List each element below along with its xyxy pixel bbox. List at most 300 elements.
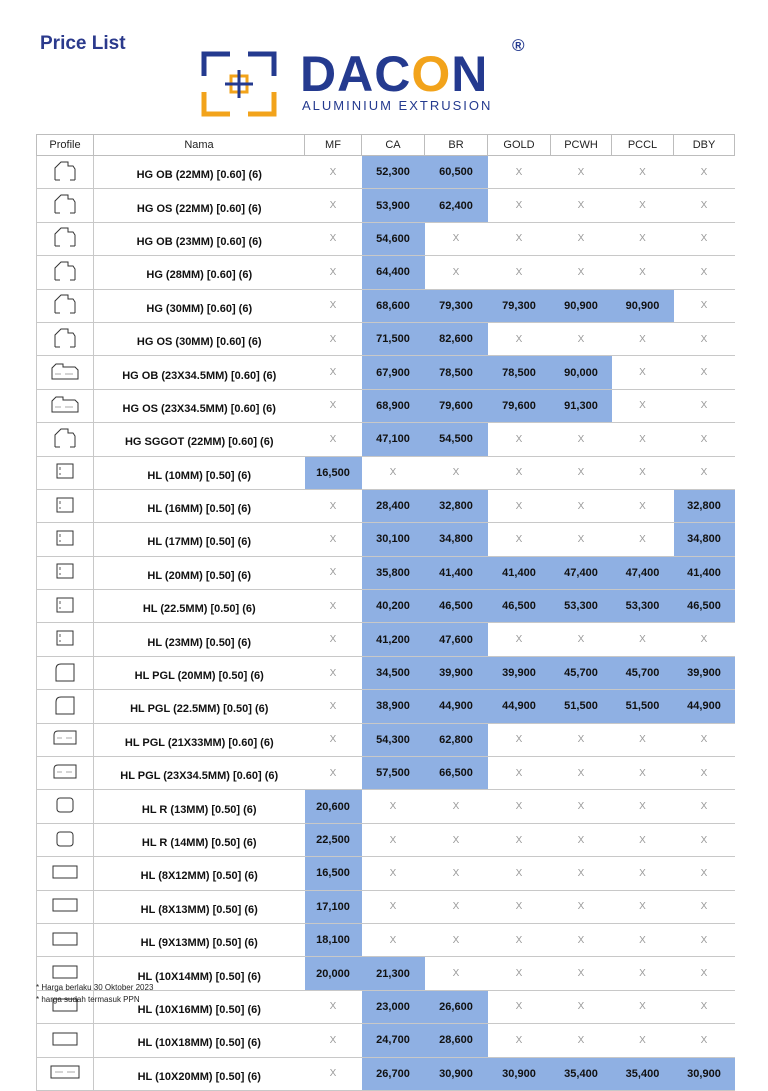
price-br: 44,900: [425, 690, 488, 723]
price-mf: 17,100: [305, 890, 362, 923]
table-row: [37, 656, 735, 689]
price-gold: X: [488, 923, 551, 956]
price-pcwh: X: [551, 890, 612, 923]
price-dby: X: [674, 757, 735, 790]
profile-cell: [37, 923, 94, 956]
profile-cell: [37, 790, 94, 823]
profile-cell: [37, 757, 94, 790]
price-pcwh: 35,400: [551, 1057, 612, 1090]
price-pccl: X: [612, 389, 674, 422]
hg-profile-icon: [53, 305, 77, 317]
price-ca: 53,900: [362, 189, 425, 222]
dacon-logo-icon: [200, 50, 278, 118]
profile-cell: [37, 723, 94, 756]
table-row: [37, 590, 735, 623]
price-gold: X: [488, 857, 551, 890]
price-mf: X: [305, 656, 362, 689]
price-dby: X: [674, 890, 735, 923]
table-row: [37, 389, 735, 422]
table-row: [37, 990, 735, 1023]
price-ca: 52,300: [362, 156, 425, 189]
product-name: HL (10X16MM) [0.50] (6): [94, 990, 305, 1023]
product-name: HL PGL (22.5MM) [0.50] (6): [94, 690, 305, 723]
product-name: HL (10X14MM) [0.50] (6): [94, 957, 305, 990]
price-br: X: [425, 790, 488, 823]
price-br: X: [425, 256, 488, 289]
profile-cell: [37, 322, 94, 355]
price-br: X: [425, 823, 488, 856]
price-gold: X: [488, 423, 551, 456]
hl-profile-icon: [54, 538, 76, 550]
price-pccl: 51,500: [612, 690, 674, 723]
price-pcwh: X: [551, 757, 612, 790]
table-row: [37, 322, 735, 355]
hg-profile-icon: [53, 172, 77, 184]
hl-pgl-wide-profile-icon: [52, 738, 78, 750]
price-ca: X: [362, 857, 425, 890]
price-br: 82,600: [425, 322, 488, 355]
price-mf: X: [305, 389, 362, 422]
price-mf: X: [305, 590, 362, 623]
table-row: [37, 256, 735, 289]
price-br: 79,300: [425, 289, 488, 322]
price-ca: 41,200: [362, 623, 425, 656]
brand-subtitle: ALUMINIUM EXTRUSION: [302, 98, 493, 113]
price-pccl: X: [612, 890, 674, 923]
price-pccl: 90,900: [612, 289, 674, 322]
profile-cell: [37, 1057, 94, 1090]
price-pccl: X: [612, 423, 674, 456]
price-pccl: X: [612, 623, 674, 656]
price-ca: 23,000: [362, 990, 425, 1023]
table-row: [37, 623, 735, 656]
product-name: HL PGL (23X34.5MM) [0.60] (6): [94, 757, 305, 790]
price-br: X: [425, 456, 488, 489]
price-pccl: X: [612, 823, 674, 856]
price-br: 60,500: [425, 156, 488, 189]
profile-cell: [37, 389, 94, 422]
price-pccl: X: [612, 923, 674, 956]
price-gold: 44,900: [488, 690, 551, 723]
price-mf: X: [305, 256, 362, 289]
price-gold: 78,500: [488, 356, 551, 389]
price-pcwh: X: [551, 823, 612, 856]
price-ca: 67,900: [362, 356, 425, 389]
hl-rect-profile-icon: [51, 971, 79, 983]
price-gold: X: [488, 957, 551, 990]
table-row: [37, 423, 735, 456]
profile-cell: [37, 256, 94, 289]
price-br: 32,800: [425, 489, 488, 522]
price-ca: 21,300: [362, 957, 425, 990]
price-br: X: [425, 957, 488, 990]
price-mf: X: [305, 156, 362, 189]
price-gold: X: [488, 489, 551, 522]
hl-rect-profile-icon: [51, 1004, 79, 1016]
price-pccl: X: [612, 790, 674, 823]
price-br: 78,500: [425, 356, 488, 389]
price-gold: 39,900: [488, 656, 551, 689]
price-br: 39,900: [425, 656, 488, 689]
price-gold: 79,300: [488, 289, 551, 322]
profile-cell: [37, 523, 94, 556]
price-mf: X: [305, 523, 362, 556]
product-name: HG SGGOT (22MM) [0.60] (6): [94, 423, 305, 456]
product-name: HL (23MM) [0.50] (6): [94, 623, 305, 656]
table-row: [37, 456, 735, 489]
table-row: [37, 156, 735, 189]
price-pccl: X: [612, 156, 674, 189]
price-br: 62,800: [425, 723, 488, 756]
table-row: [37, 222, 735, 255]
hl-rect-profile-icon: [51, 871, 79, 883]
profile-cell: [37, 1024, 94, 1057]
price-br: 79,600: [425, 389, 488, 422]
footnote-tax: * harga sudah termasuk PPN: [36, 995, 140, 1004]
profile-cell: [37, 857, 94, 890]
price-ca: 54,600: [362, 222, 425, 255]
price-br: 30,900: [425, 1057, 488, 1090]
profile-cell: [37, 690, 94, 723]
price-mf: X: [305, 1024, 362, 1057]
price-mf: X: [305, 757, 362, 790]
hl-rect-profile-icon: [51, 938, 79, 950]
price-dby: 32,800: [674, 489, 735, 522]
price-dby: 44,900: [674, 690, 735, 723]
price-br: 66,500: [425, 757, 488, 790]
price-dby: X: [674, 723, 735, 756]
price-mf: 16,500: [305, 456, 362, 489]
price-pccl: X: [612, 757, 674, 790]
price-pcwh: X: [551, 923, 612, 956]
price-pcwh: X: [551, 723, 612, 756]
hl-profile-icon: [54, 605, 76, 617]
table-row: [37, 356, 735, 389]
price-pcwh: X: [551, 456, 612, 489]
table-row: [37, 1057, 735, 1090]
price-ca: 38,900: [362, 690, 425, 723]
price-ca: X: [362, 890, 425, 923]
price-dby: X: [674, 256, 735, 289]
price-ca: 71,500: [362, 322, 425, 355]
hl-rect-profile-icon: [51, 1038, 79, 1050]
price-dby: X: [674, 156, 735, 189]
price-pcwh: X: [551, 1024, 612, 1057]
hg-profile-icon: [53, 339, 77, 351]
price-mf: X: [305, 990, 362, 1023]
product-name: HL R (14MM) [0.50] (6): [94, 823, 305, 856]
price-pcwh: X: [551, 489, 612, 522]
price-mf: X: [305, 356, 362, 389]
hg-wide-profile-icon: [51, 404, 79, 416]
price-pcwh: X: [551, 322, 612, 355]
profile-cell: [37, 456, 94, 489]
footnote-date: * Harga berlaku 30 Oktober 2023: [36, 983, 154, 992]
hl-rect-wide-profile-icon: [49, 1071, 81, 1083]
product-name: HL (10MM) [0.50] (6): [94, 456, 305, 489]
price-pccl: 47,400: [612, 556, 674, 589]
price-br: 62,400: [425, 189, 488, 222]
price-pcwh: 53,300: [551, 590, 612, 623]
price-mf: X: [305, 189, 362, 222]
price-pccl: X: [612, 456, 674, 489]
col-pccl: PCCL: [612, 135, 674, 156]
product-name: HG OS (23X34.5MM) [0.60] (6): [94, 389, 305, 422]
price-gold: X: [488, 322, 551, 355]
table-row: [37, 556, 735, 589]
product-name: HL (8X12MM) [0.50] (6): [94, 857, 305, 890]
product-name: HL (22.5MM) [0.50] (6): [94, 590, 305, 623]
price-dby: X: [674, 356, 735, 389]
price-gold: X: [488, 456, 551, 489]
table-row: [37, 723, 735, 756]
price-dby: X: [674, 289, 735, 322]
price-mf: X: [305, 723, 362, 756]
price-pccl: X: [612, 222, 674, 255]
price-pcwh: X: [551, 222, 612, 255]
price-mf: X: [305, 556, 362, 589]
price-gold: X: [488, 156, 551, 189]
price-pccl: X: [612, 523, 674, 556]
product-name: HL (17MM) [0.50] (6): [94, 523, 305, 556]
price-dby: X: [674, 923, 735, 956]
price-pccl: X: [612, 857, 674, 890]
table-row: [37, 757, 735, 790]
price-mf: 22,500: [305, 823, 362, 856]
profile-cell: [37, 423, 94, 456]
product-name: HL (10X18MM) [0.50] (6): [94, 1024, 305, 1057]
price-pccl: 45,700: [612, 656, 674, 689]
price-gold: 79,600: [488, 389, 551, 422]
price-dby: X: [674, 222, 735, 255]
price-dby: X: [674, 957, 735, 990]
table-row: [37, 690, 735, 723]
price-table: [36, 134, 735, 1091]
table-row: [37, 523, 735, 556]
profile-cell: [37, 823, 94, 856]
price-pcwh: X: [551, 523, 612, 556]
price-dby: X: [674, 790, 735, 823]
price-pccl: X: [612, 957, 674, 990]
price-pcwh: X: [551, 790, 612, 823]
col-gold: GOLD: [488, 135, 551, 156]
price-pcwh: 51,500: [551, 690, 612, 723]
price-br: 26,600: [425, 990, 488, 1023]
product-name: HG OS (30MM) [0.60] (6): [94, 322, 305, 355]
price-ca: X: [362, 923, 425, 956]
profile-cell: [37, 156, 94, 189]
price-br: 46,500: [425, 590, 488, 623]
price-pcwh: X: [551, 857, 612, 890]
brand-name: DACON: [300, 46, 489, 102]
price-pccl: X: [612, 990, 674, 1023]
price-ca: 64,400: [362, 256, 425, 289]
product-name: HG (30MM) [0.60] (6): [94, 289, 305, 322]
price-mf: X: [305, 1057, 362, 1090]
price-pcwh: 90,000: [551, 356, 612, 389]
price-br: 41,400: [425, 556, 488, 589]
col-br: BR: [425, 135, 488, 156]
price-dby: 39,900: [674, 656, 735, 689]
col-ca: CA: [362, 135, 425, 156]
price-br: 34,800: [425, 523, 488, 556]
price-ca: X: [362, 456, 425, 489]
price-gold: 46,500: [488, 590, 551, 623]
hg-profile-icon: [53, 439, 77, 451]
price-br: 47,600: [425, 623, 488, 656]
profile-cell: [37, 356, 94, 389]
price-dby: 41,400: [674, 556, 735, 589]
profile-cell: [37, 556, 94, 589]
price-br: 28,600: [425, 1024, 488, 1057]
profile-cell: [37, 222, 94, 255]
registered-mark: ®: [512, 36, 525, 55]
price-dby: X: [674, 456, 735, 489]
product-name: HG OB (22MM) [0.60] (6): [94, 156, 305, 189]
hl-r-profile-icon: [54, 839, 76, 851]
price-mf: X: [305, 690, 362, 723]
price-mf: X: [305, 222, 362, 255]
product-name: HG OB (23X34.5MM) [0.60] (6): [94, 356, 305, 389]
product-name: HL (9X13MM) [0.50] (6): [94, 923, 305, 956]
price-gold: X: [488, 890, 551, 923]
price-gold: X: [488, 790, 551, 823]
price-pcwh: 91,300: [551, 389, 612, 422]
price-dby: X: [674, 623, 735, 656]
price-pcwh: X: [551, 623, 612, 656]
price-gold: X: [488, 222, 551, 255]
price-dby: X: [674, 990, 735, 1023]
price-gold: X: [488, 723, 551, 756]
price-pccl: X: [612, 356, 674, 389]
price-dby: X: [674, 189, 735, 222]
product-name: HL PGL (20MM) [0.50] (6): [94, 656, 305, 689]
table-row: [37, 790, 735, 823]
price-ca: 57,500: [362, 757, 425, 790]
hl-r-profile-icon: [54, 805, 76, 817]
price-dby: 34,800: [674, 523, 735, 556]
col-dby: DBY: [674, 135, 735, 156]
page-title: Price List: [40, 33, 126, 54]
price-gold: X: [488, 757, 551, 790]
col-mf: MF: [305, 135, 362, 156]
price-gold: X: [488, 823, 551, 856]
col-profile: Profile: [37, 135, 94, 156]
hl-profile-icon: [54, 571, 76, 583]
table-row: [37, 823, 735, 856]
hl-pgl-profile-icon: [53, 706, 77, 718]
price-mf: X: [305, 322, 362, 355]
price-pccl: 35,400: [612, 1057, 674, 1090]
price-gold: X: [488, 523, 551, 556]
price-mf: X: [305, 423, 362, 456]
price-ca: 28,400: [362, 489, 425, 522]
table-row: [37, 1024, 735, 1057]
hl-profile-icon: [54, 505, 76, 517]
profile-cell: [37, 890, 94, 923]
price-ca: 26,700: [362, 1057, 425, 1090]
price-pccl: X: [612, 322, 674, 355]
col-nama: Nama: [94, 135, 305, 156]
profile-cell: [37, 590, 94, 623]
price-mf: X: [305, 623, 362, 656]
price-pcwh: 47,400: [551, 556, 612, 589]
product-name: HL R (13MM) [0.50] (6): [94, 790, 305, 823]
price-mf: X: [305, 289, 362, 322]
price-pcwh: X: [551, 990, 612, 1023]
price-br: X: [425, 890, 488, 923]
product-name: HL (10X20MM) [0.50] (6): [94, 1057, 305, 1090]
price-pcwh: X: [551, 189, 612, 222]
price-dby: X: [674, 423, 735, 456]
profile-cell: [37, 489, 94, 522]
price-gold: X: [488, 1024, 551, 1057]
price-dby: 30,900: [674, 1057, 735, 1090]
price-ca: 35,800: [362, 556, 425, 589]
profile-cell: [37, 656, 94, 689]
price-ca: 68,600: [362, 289, 425, 322]
price-pccl: X: [612, 1024, 674, 1057]
price-ca: X: [362, 823, 425, 856]
price-dby: X: [674, 823, 735, 856]
product-name: HL (16MM) [0.50] (6): [94, 489, 305, 522]
price-pcwh: X: [551, 957, 612, 990]
price-ca: 40,200: [362, 590, 425, 623]
price-gold: X: [488, 623, 551, 656]
table-row: [37, 189, 735, 222]
price-pccl: X: [612, 256, 674, 289]
profile-cell: [37, 289, 94, 322]
price-gold: X: [488, 189, 551, 222]
price-gold: X: [488, 256, 551, 289]
price-br: X: [425, 222, 488, 255]
price-pccl: X: [612, 489, 674, 522]
price-gold: X: [488, 990, 551, 1023]
price-ca: 47,100: [362, 423, 425, 456]
profile-cell: [37, 623, 94, 656]
table-row: [37, 857, 735, 890]
price-mf: 20,000: [305, 957, 362, 990]
price-ca: 68,900: [362, 389, 425, 422]
price-gold: 30,900: [488, 1057, 551, 1090]
price-pccl: X: [612, 189, 674, 222]
col-pcwh: PCWH: [551, 135, 612, 156]
price-mf: 18,100: [305, 923, 362, 956]
hl-pgl-wide-profile-icon: [52, 772, 78, 784]
table-row: [37, 489, 735, 522]
price-br: X: [425, 857, 488, 890]
price-dby: X: [674, 1024, 735, 1057]
product-name: HL PGL (21X33MM) [0.60] (6): [94, 723, 305, 756]
price-pcwh: 90,900: [551, 289, 612, 322]
price-ca: 54,300: [362, 723, 425, 756]
price-pcwh: X: [551, 156, 612, 189]
product-name: HG OS (22MM) [0.60] (6): [94, 189, 305, 222]
price-gold: 41,400: [488, 556, 551, 589]
hl-pgl-profile-icon: [53, 673, 77, 685]
price-pcwh: X: [551, 256, 612, 289]
profile-cell: [37, 189, 94, 222]
price-mf: 16,500: [305, 857, 362, 890]
product-name: HG (28MM) [0.60] (6): [94, 256, 305, 289]
hl-profile-icon: [54, 471, 76, 483]
product-name: HG OB (23MM) [0.60] (6): [94, 222, 305, 255]
hg-wide-profile-icon: [51, 371, 79, 383]
table-row: [37, 923, 735, 956]
price-br: X: [425, 923, 488, 956]
price-pccl: 53,300: [612, 590, 674, 623]
hl-rect-profile-icon: [51, 904, 79, 916]
